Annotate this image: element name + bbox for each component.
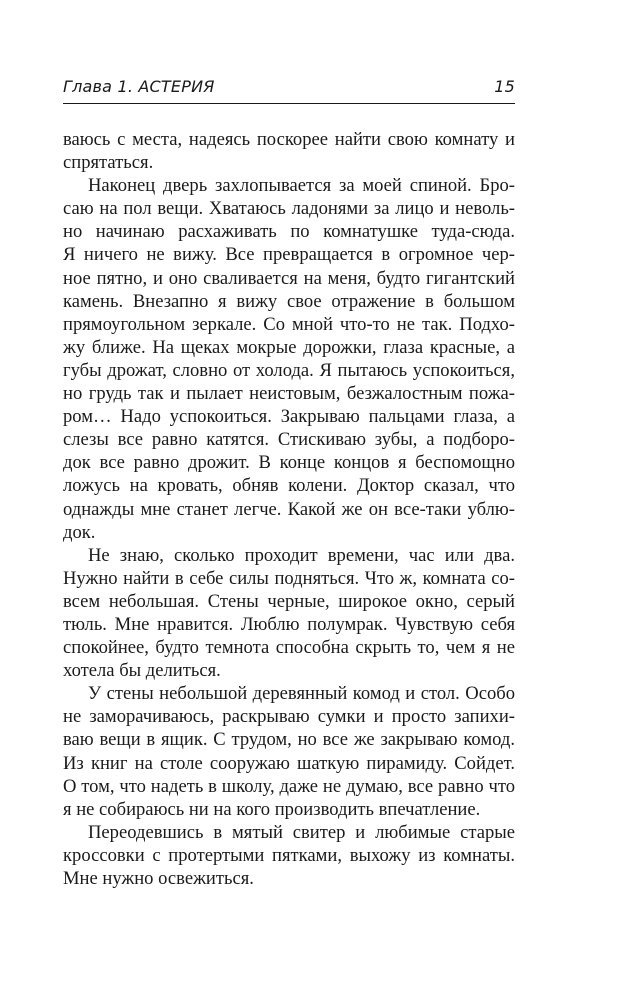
text-line: Нужно найти в себе силы подняться. Что ж, комната со- (63, 567, 515, 589)
chapter-title: Глава 1. АСТЕРИЯ (63, 77, 215, 96)
text-line: ное пятно, и оно сваливается на меня, будто гигантский (63, 267, 515, 289)
text-line: Я ничего не вижу. Все превращается в огромное чер- (63, 244, 515, 266)
page-number: 15 (494, 77, 515, 96)
text-line: спрятаться. (63, 152, 154, 174)
text-line: Не знаю, сколько проходит времени, час или два. (88, 544, 515, 566)
text-line: Переодевшись в мятый свитер и любимые старые (88, 821, 515, 843)
text-line: Мне нужно освежиться. (63, 868, 254, 889)
text-line: тюль. Мне нравится. Люблю полумрак. Чувствую себя (63, 613, 515, 635)
text-line: не заморачиваюсь, раскрываю сумки и просто запихи- (63, 706, 515, 728)
text-line: ваю вещи в ящик. С трудом, но все же закрываю комод. (63, 729, 515, 751)
text-line: я не собираюсь ни на кого производить впечатление. (63, 798, 481, 820)
text-line: док все равно дрожит. В конце концов я беспомощно (63, 452, 515, 474)
text-line: слезы все равно катятся. Стискиваю зубы, а подборо- (63, 429, 515, 451)
text-line: Наконец дверь захлопывается за моей спиной. Бро- (88, 175, 515, 197)
text-line: кроссовки с протертыми пятками, выхожу из комнаты. (63, 844, 515, 866)
header-rule (63, 103, 515, 104)
text-line: док. (63, 521, 96, 543)
text-line: однажды мне станет легче. Какой же он все-таки ублю- (63, 498, 515, 520)
text-line: ложусь на кровать, обняв колени. Доктор сказал, что (63, 475, 515, 497)
text-line: но начинаю расхаживать по комнатушке туда-сюда. (63, 221, 515, 243)
text-line: ваюсь с места, надеясь поскорее найти свою комнату и (63, 129, 515, 150)
text-line: У стены небольшой деревянный комод и стол. Особо (88, 683, 515, 705)
running-header (63, 76, 515, 98)
text-line: жу ближе. На щеках мокрые дорожки, глаза красные, а (63, 336, 515, 358)
text-line: хотела бы делиться. (63, 660, 221, 682)
text-line: ром… Надо успокоиться. Закрываю пальцами глаза, а (63, 406, 515, 428)
text-line: Из книг на столе сооружаю шаткую пирамиду. Сойдет. (63, 752, 515, 774)
text-line: спокойнее, будто темнота способна скрыть то, чем я не (63, 637, 515, 659)
text-line: прямоугольном зеркале. Со мной что-то не так. Подхо- (63, 313, 515, 335)
text-line: О том, что надеть в школу, даже не думаю, все равно что (63, 775, 515, 797)
text-line: всем небольшая. Стены черные, широкое окно, серый (63, 590, 515, 612)
text-line: но грудь так и пылает неистовым, безжалостным пожа- (63, 383, 515, 405)
text-line: камень. Внезапно я вижу свое отражение в большом (63, 290, 515, 312)
text-line: губы дрожат, словно от холода. Я пытаюсь успокоиться, (63, 359, 515, 381)
text-line: саю на пол вещи. Хватаюсь ладонями за лицо и неволь- (63, 198, 515, 220)
body-text (63, 128, 515, 890)
